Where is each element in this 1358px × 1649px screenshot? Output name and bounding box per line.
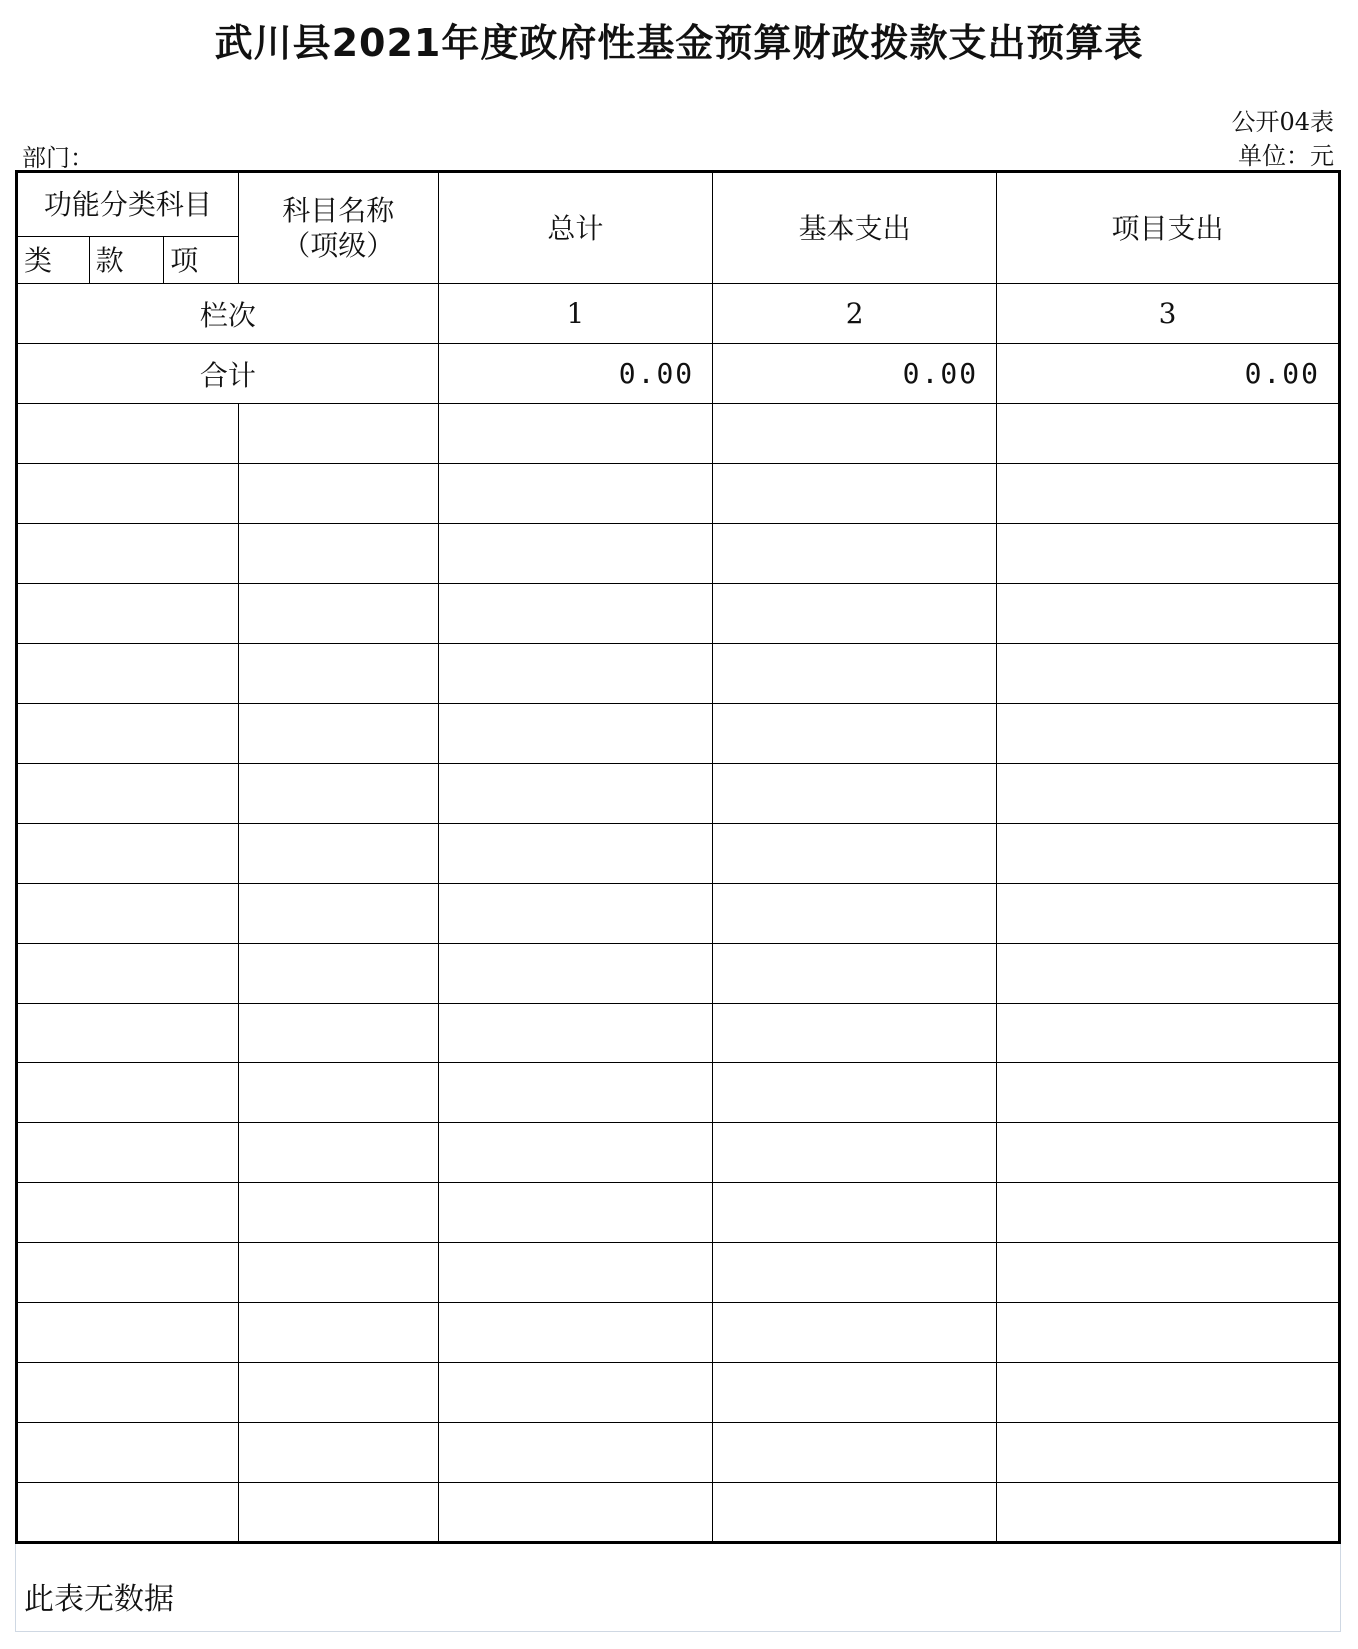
row-func-class-cell	[17, 1003, 239, 1063]
row-total-cell	[438, 823, 712, 883]
sum-total: 0.00	[438, 344, 712, 404]
table-row	[17, 703, 1340, 763]
row-basic-cell	[713, 1422, 997, 1482]
table-row	[17, 1363, 1340, 1423]
table-row	[17, 1243, 1340, 1303]
no-data-note: 此表无数据	[24, 1582, 174, 1617]
row-total-cell	[438, 763, 712, 823]
row-total-cell	[438, 1303, 712, 1363]
row-project-cell	[997, 823, 1340, 883]
row-subject-cell	[238, 404, 438, 464]
row-project-cell	[997, 883, 1340, 943]
row-subject-cell	[238, 1183, 438, 1243]
subject-level-label: （项级）	[282, 229, 395, 263]
row-func-class-cell	[17, 1123, 239, 1183]
table-row	[17, 1063, 1340, 1123]
column-number-3: 3	[997, 284, 1340, 344]
table-row	[17, 584, 1340, 644]
row-func-class-cell	[17, 1422, 239, 1482]
table-row	[17, 644, 1340, 704]
header-total: 总计	[438, 172, 712, 284]
row-subject-cell	[238, 1243, 438, 1303]
row-project-cell	[997, 1363, 1340, 1423]
sum-row	[17, 344, 1340, 404]
row-total-cell	[438, 703, 712, 763]
table-row	[17, 883, 1340, 943]
row-basic-cell	[713, 1123, 997, 1183]
header-kuan: 款	[89, 237, 164, 284]
row-total-cell	[438, 524, 712, 584]
budget-table	[15, 170, 1341, 1544]
row-subject-cell	[238, 464, 438, 524]
row-func-class-cell	[17, 1243, 239, 1303]
row-project-cell	[997, 943, 1340, 1003]
row-total-cell	[438, 644, 712, 704]
row-basic-cell	[713, 584, 997, 644]
column-number-1: 1	[438, 284, 712, 344]
row-project-cell	[997, 524, 1340, 584]
header-basic: 基本支出	[713, 172, 997, 284]
row-subject-cell	[238, 703, 438, 763]
row-subject-cell	[238, 1363, 438, 1423]
row-subject-cell	[238, 584, 438, 644]
row-total-cell	[438, 1003, 712, 1063]
row-func-class-cell	[17, 464, 239, 524]
row-basic-cell	[713, 1063, 997, 1123]
header-project: 项目支出	[997, 172, 1340, 284]
row-basic-cell	[713, 1303, 997, 1363]
row-basic-cell	[713, 1183, 997, 1243]
row-func-class-cell	[17, 1482, 239, 1542]
sum-basic: 0.00	[713, 344, 997, 404]
table-row	[17, 1183, 1340, 1243]
row-project-cell	[997, 1243, 1340, 1303]
row-basic-cell	[713, 644, 997, 704]
row-func-class-cell	[17, 943, 239, 1003]
table-row	[17, 524, 1340, 584]
row-total-cell	[438, 404, 712, 464]
row-total-cell	[438, 1123, 712, 1183]
row-basic-cell	[713, 1482, 997, 1542]
row-total-cell	[438, 1422, 712, 1482]
table-row	[17, 1422, 1340, 1482]
row-func-class-cell	[17, 584, 239, 644]
row-func-class-cell	[17, 763, 239, 823]
row-project-cell	[997, 584, 1340, 644]
row-total-cell	[438, 943, 712, 1003]
row-subject-cell	[238, 823, 438, 883]
table-row	[17, 1482, 1340, 1542]
row-basic-cell	[713, 703, 997, 763]
row-subject-cell	[238, 1123, 438, 1183]
table-row	[17, 1123, 1340, 1183]
unit-label: 单位：元	[1238, 142, 1334, 170]
row-basic-cell	[713, 524, 997, 584]
subject-name-label: 科目名称	[282, 194, 395, 228]
row-basic-cell	[713, 883, 997, 943]
column-row-label: 栏次	[17, 284, 439, 344]
row-basic-cell	[713, 763, 997, 823]
row-total-cell	[438, 1063, 712, 1123]
header-func-class: 功能分类科目	[17, 172, 239, 237]
row-func-class-cell	[17, 404, 239, 464]
row-basic-cell	[713, 1243, 997, 1303]
row-subject-cell	[238, 1422, 438, 1482]
table-row	[17, 823, 1340, 883]
header-xiang: 项	[164, 237, 239, 284]
row-total-cell	[438, 1243, 712, 1303]
row-func-class-cell	[17, 644, 239, 704]
row-total-cell	[438, 1183, 712, 1243]
row-subject-cell	[238, 763, 438, 823]
department-label: 部门：	[22, 144, 94, 172]
row-project-cell	[997, 1063, 1340, 1123]
row-func-class-cell	[17, 1183, 239, 1243]
page-title: 武川县2021年度政府性基金预算财政拨款支出预算表	[214, 21, 1144, 65]
row-basic-cell	[713, 1363, 997, 1423]
row-func-class-cell	[17, 524, 239, 584]
row-basic-cell	[713, 464, 997, 524]
note-area	[15, 1544, 1341, 1632]
row-func-class-cell	[17, 703, 239, 763]
row-subject-cell	[238, 1003, 438, 1063]
row-basic-cell	[713, 943, 997, 1003]
row-project-cell	[997, 404, 1340, 464]
row-func-class-cell	[17, 1363, 239, 1423]
header-subject-name	[238, 172, 438, 284]
row-subject-cell	[238, 1063, 438, 1123]
row-total-cell	[438, 464, 712, 524]
row-subject-cell	[238, 524, 438, 584]
table-row	[17, 943, 1340, 1003]
row-func-class-cell	[17, 1303, 239, 1363]
sum-project: 0.00	[997, 344, 1340, 404]
row-project-cell	[997, 1422, 1340, 1482]
row-project-cell	[997, 464, 1340, 524]
row-subject-cell	[238, 644, 438, 704]
row-basic-cell	[713, 823, 997, 883]
form-number: 公开04表	[1231, 108, 1334, 136]
row-func-class-cell	[17, 1063, 239, 1123]
row-basic-cell	[713, 404, 997, 464]
sum-row-label: 合计	[17, 344, 439, 404]
column-number-row	[17, 284, 1340, 344]
table-row	[17, 763, 1340, 823]
table-row	[17, 404, 1340, 464]
row-func-class-cell	[17, 883, 239, 943]
header-row-1	[17, 172, 1340, 237]
row-subject-cell	[238, 883, 438, 943]
row-project-cell	[997, 763, 1340, 823]
column-number-2: 2	[713, 284, 997, 344]
row-total-cell	[438, 1482, 712, 1542]
row-total-cell	[438, 584, 712, 644]
row-total-cell	[438, 883, 712, 943]
row-basic-cell	[713, 1003, 997, 1063]
row-project-cell	[997, 1183, 1340, 1243]
row-project-cell	[997, 1303, 1340, 1363]
row-project-cell	[997, 644, 1340, 704]
row-subject-cell	[238, 1303, 438, 1363]
table-row	[17, 1003, 1340, 1063]
header-lei: 类	[17, 237, 90, 284]
row-project-cell	[997, 1482, 1340, 1542]
row-total-cell	[438, 1363, 712, 1423]
row-subject-cell	[238, 1482, 438, 1542]
row-project-cell	[997, 1123, 1340, 1183]
row-subject-cell	[238, 943, 438, 1003]
row-project-cell	[997, 1003, 1340, 1063]
row-project-cell	[997, 703, 1340, 763]
table-row	[17, 1303, 1340, 1363]
table-row	[17, 464, 1340, 524]
row-func-class-cell	[17, 823, 239, 883]
